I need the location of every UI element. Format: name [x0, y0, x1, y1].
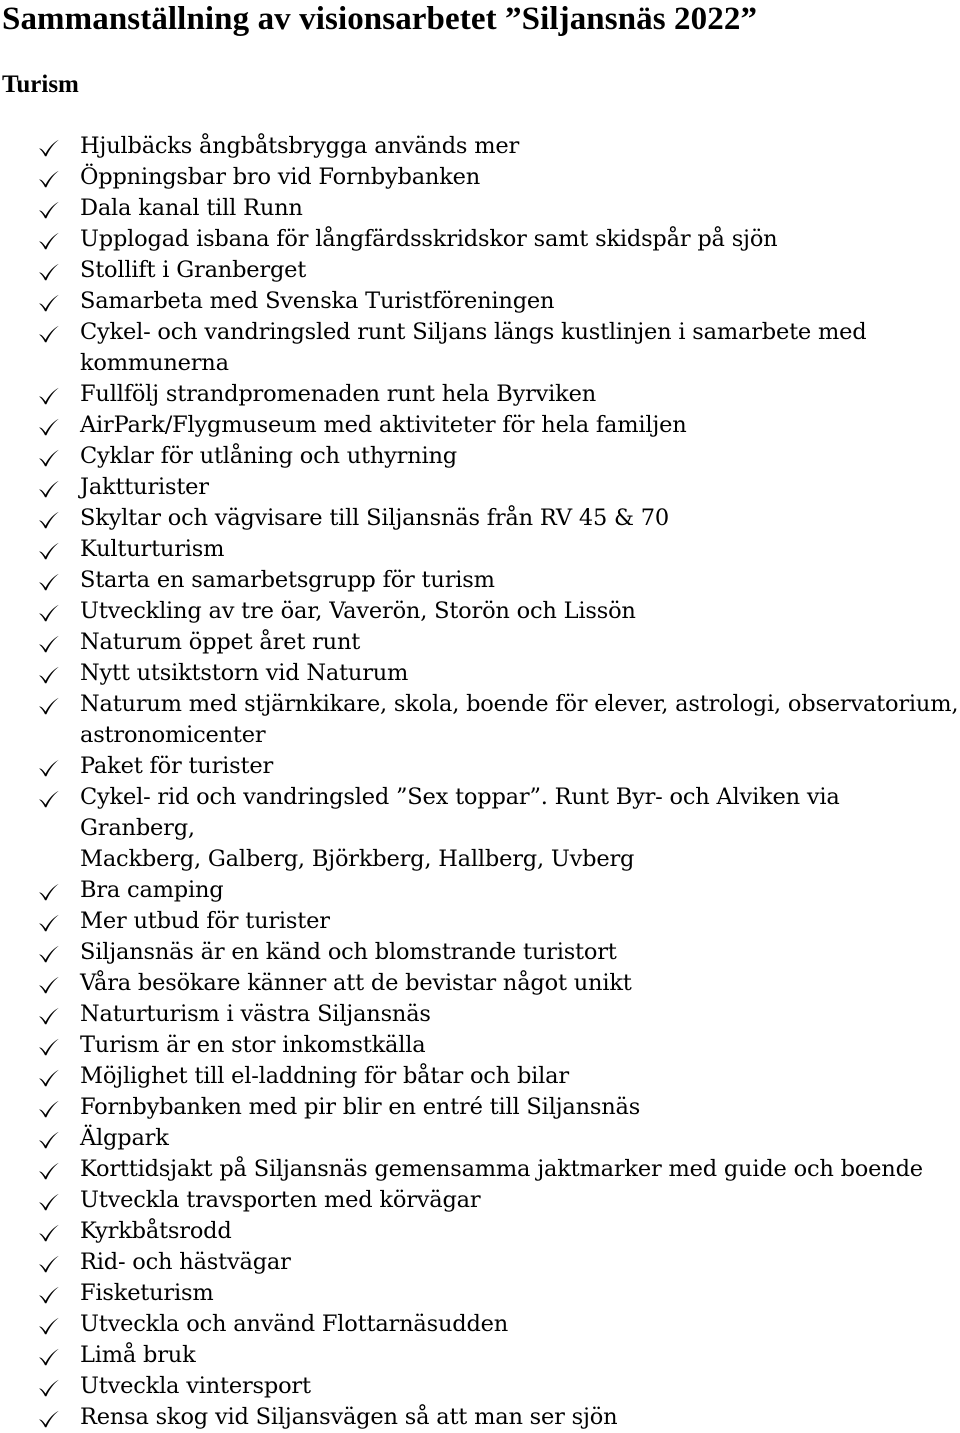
- checkmark-icon: [0, 875, 80, 906]
- list-item: [0, 410, 960, 441]
- checkmark-icon: [0, 565, 80, 596]
- checkmark-icon: [0, 317, 80, 348]
- checkmark-icon: [0, 751, 80, 782]
- list-item-text: Nytt utsiktstorn vid Naturum: [80, 660, 409, 686]
- list-item: [0, 1154, 960, 1185]
- list-item: [0, 1402, 960, 1433]
- list-item-text: Bra camping: [80, 877, 224, 903]
- list-item-text: Upplogad isbana för långfärdsskridskor samt skidspår på sjön: [80, 226, 778, 252]
- list-item: [0, 224, 960, 255]
- list-item-text: Rid- och hästvägar: [80, 1249, 291, 1275]
- checkmark-icon: [0, 1247, 80, 1278]
- list-item-text: Paket för turister: [80, 753, 274, 779]
- checkmark-icon: [0, 1340, 80, 1371]
- list-item-text: Kyrkbåtsrodd: [80, 1218, 232, 1244]
- list-item: [0, 1216, 960, 1247]
- list-item: [0, 689, 960, 751]
- list-item: [0, 1340, 960, 1371]
- list-item-text: Utveckla vintersport: [80, 1373, 311, 1399]
- list-item: [0, 999, 960, 1030]
- checkmark-icon: [0, 1154, 80, 1185]
- list-item: [0, 565, 960, 596]
- list-item-text: Naturum med stjärnkikare, skola, boende för elever, astrologi, observatorium, astronomicenter: [80, 691, 959, 748]
- section-heading-turism: Turism: [2, 71, 79, 98]
- list-item-text: Våra besökare känner att de bevistar något unikt: [80, 970, 632, 996]
- list-item: [0, 1092, 960, 1123]
- checkmark-icon: [0, 658, 80, 689]
- checkmark-icon: [0, 379, 80, 410]
- list-item-text: Fornbybanken med pir blir en entré till Siljansnäs: [80, 1094, 641, 1120]
- list-item: [0, 441, 960, 472]
- list-item: [0, 596, 960, 627]
- list-item: [0, 1247, 960, 1278]
- list-item-text: Utveckla och använd Flottarnäsudden: [80, 1311, 509, 1337]
- list-item-text: Utveckling av tre öar, Vaverön, Storön och Lissön: [80, 598, 636, 624]
- list-item: [0, 658, 960, 689]
- checkmark-icon: [0, 162, 80, 193]
- checkmark-icon: [0, 689, 80, 720]
- list-item-text: Naturum öppet året runt: [80, 629, 361, 655]
- list-item-text: Starta en samarbetsgrupp för turism: [80, 567, 495, 593]
- checkmark-icon: [0, 410, 80, 441]
- list-item-text: Hjulbäcks ångbåtsbrygga används mer: [80, 133, 520, 159]
- list-item-text: Fisketurism: [80, 1280, 214, 1306]
- list-item: [0, 1371, 960, 1402]
- list-item-text: Fullfölj strandpromenaden runt hela Byrviken: [80, 381, 597, 407]
- list-item-text: Skyltar och vägvisare till Siljansnäs från RV 45 & 70: [80, 505, 670, 531]
- checkmark-icon: [0, 968, 80, 999]
- list-item: [0, 1030, 960, 1061]
- list-item-text: Turism är en stor inkomstkälla: [80, 1032, 426, 1058]
- checkmark-icon: [0, 937, 80, 968]
- checkmark-icon: [0, 503, 80, 534]
- checkmark-icon: [0, 596, 80, 627]
- list-item-text: Dala kanal till Runn: [80, 195, 303, 221]
- checkmark-icon: [0, 1216, 80, 1247]
- checkmark-icon: [0, 1092, 80, 1123]
- list-item: [0, 534, 960, 565]
- list-item-text: Limå bruk: [80, 1342, 196, 1368]
- list-item: [0, 1278, 960, 1309]
- list-item-text: Naturturism i västra Siljansnäs: [80, 1001, 431, 1027]
- checkmark-icon: [0, 1309, 80, 1340]
- checkmark-icon: [0, 441, 80, 472]
- list-item: [0, 193, 960, 224]
- list-item: [0, 968, 960, 999]
- checkmark-icon: [0, 224, 80, 255]
- list-item: [0, 503, 960, 534]
- list-item: [0, 627, 960, 658]
- checkmark-icon: [0, 193, 80, 224]
- list-item-text: Öppningsbar bro vid Fornbybanken: [80, 164, 481, 190]
- list-item: [0, 472, 960, 503]
- list-item-text: Älgpark: [80, 1125, 169, 1151]
- list-item-text: Kulturturism: [80, 536, 225, 562]
- checkmark-icon: [0, 1371, 80, 1402]
- list-item-text: Möjlighet till el-laddning för båtar och bilar: [80, 1063, 569, 1089]
- list-item: [0, 1185, 960, 1216]
- checkmark-icon: [0, 534, 80, 565]
- list-item: [0, 131, 960, 162]
- list-item-text: Mer utbud för turister: [80, 908, 330, 934]
- list-item: [0, 906, 960, 937]
- list-item: [0, 255, 960, 286]
- list-item-text: Cyklar för utlåning och uthyrning: [80, 443, 457, 469]
- list-item: [0, 782, 960, 875]
- list-item-text: Siljansnäs är en känd och blomstrande turistort: [80, 939, 617, 965]
- checkmark-icon: [0, 627, 80, 658]
- list-item-text: Jaktturister: [80, 474, 209, 500]
- list-item-text: Cykel- rid och vandringsled ”Sex toppar”. Runt Byr- och Alviken via Granberg, Mackberg, Galberg, Björkberg, Hallberg, Uvberg: [80, 784, 840, 872]
- list-item: [0, 1309, 960, 1340]
- list-item-text: Samarbeta med Svenska Turistföreningen: [80, 288, 555, 314]
- checkmark-icon: [0, 131, 80, 162]
- list-item: [0, 875, 960, 906]
- list-item-text: Utveckla travsporten med körvägar: [80, 1187, 481, 1213]
- list-item: [0, 1123, 960, 1154]
- list-item-text: AirPark/Flygmuseum med aktiviteter för hela familjen: [80, 412, 687, 438]
- document-title: Sammanställning av visionsarbetet ”Siljansnäs 2022”: [2, 1, 758, 37]
- checkmark-icon: [0, 1402, 80, 1433]
- checkmark-icon: [0, 1123, 80, 1154]
- list-item: [0, 162, 960, 193]
- list-item: [0, 751, 960, 782]
- checkmark-icon: [0, 999, 80, 1030]
- checkmark-icon: [0, 1030, 80, 1061]
- checkmark-icon: [0, 782, 80, 813]
- checkmark-icon: [0, 1185, 80, 1216]
- checklist: [0, 131, 960, 1433]
- checkmark-icon: [0, 472, 80, 503]
- list-item-text: Stollift i Granberget: [80, 257, 307, 283]
- list-item-text: Rensa skog vid Siljansvägen så att man ser sjön: [80, 1404, 618, 1430]
- checkmark-icon: [0, 906, 80, 937]
- list-item: [0, 286, 960, 317]
- checkmark-icon: [0, 255, 80, 286]
- list-item: [0, 937, 960, 968]
- list-item: [0, 1061, 960, 1092]
- list-item-text: Cykel- och vandringsled runt Siljans längs kustlinjen i samarbete med kommunerna: [80, 319, 867, 376]
- checkmark-icon: [0, 286, 80, 317]
- checkmark-icon: [0, 1061, 80, 1092]
- list-item: [0, 317, 960, 379]
- list-item: [0, 379, 960, 410]
- list-item-text: Korttidsjakt på Siljansnäs gemensamma jaktmarker med guide och boende: [80, 1156, 923, 1182]
- checkmark-icon: [0, 1278, 80, 1309]
